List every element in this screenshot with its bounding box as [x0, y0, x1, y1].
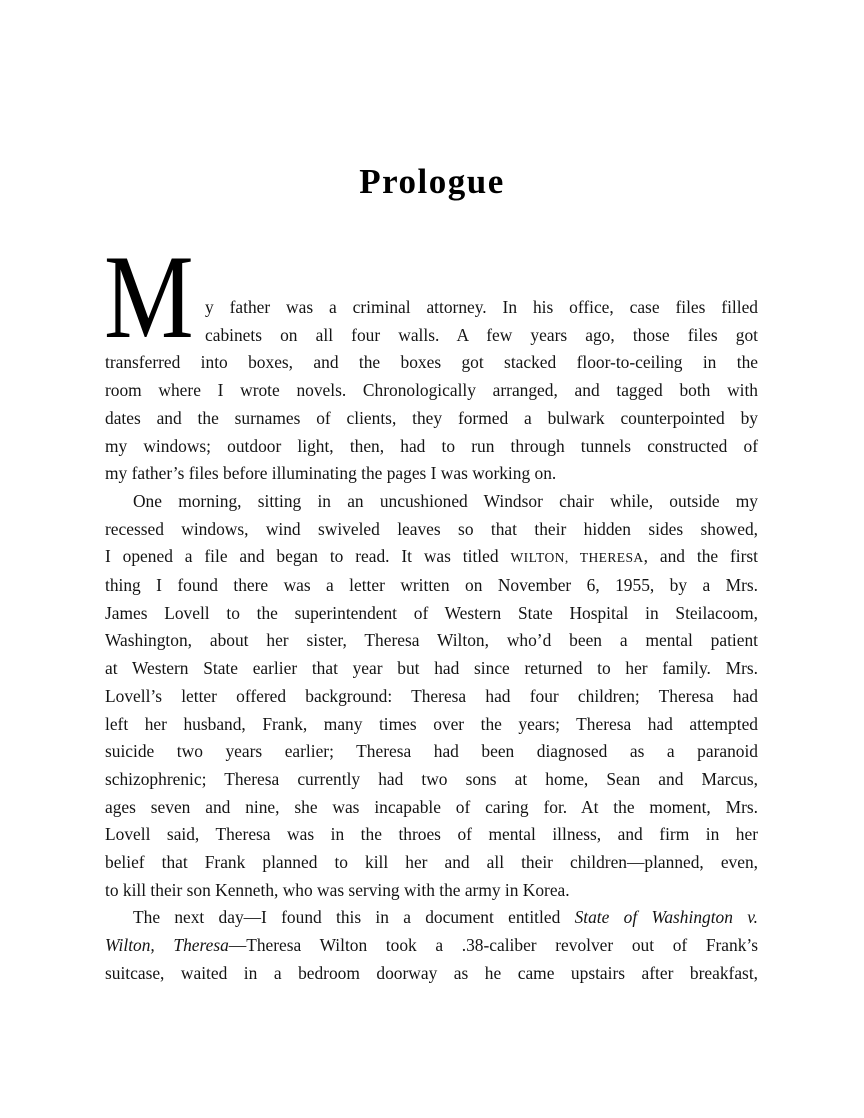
text-segment: my windows; outdoor light, then, had to run through tunnels constructed of	[105, 435, 758, 456]
text-segment: transferred into boxes, and the boxes got stacked floor-to-ceiling in the	[105, 352, 758, 373]
text-line	[105, 572, 758, 600]
text-line	[105, 349, 758, 377]
text-segment: my father’s files before illuminating the pages I was working on.	[105, 463, 557, 484]
text-segment: One morning, sitting in an uncushioned Windsor chair while, outside my	[133, 490, 758, 511]
text-segment: I opened a file and began to read. It was titled	[105, 546, 511, 567]
body-text	[105, 294, 758, 988]
text-segment: —Theresa Wilton took a .38-caliber revolver out of Frank’s	[228, 935, 758, 956]
text-line	[105, 766, 758, 794]
text-line	[105, 405, 758, 433]
paragraph	[105, 488, 758, 905]
drop-cap-letter: M	[104, 230, 194, 363]
text-segment: , and the first	[643, 546, 758, 567]
text-line	[105, 322, 758, 350]
text-line	[105, 294, 758, 322]
text-line	[105, 683, 758, 711]
text-line	[105, 960, 758, 988]
paragraph	[105, 904, 758, 987]
text-line	[105, 711, 758, 739]
text-line	[105, 794, 758, 822]
text-line	[105, 488, 758, 516]
text-segment: The next day—I found this in a document entitled	[133, 907, 575, 928]
text-line	[105, 600, 758, 628]
text-segment: recessed windows, wind swiveled leaves so that their hidden sides showed,	[105, 518, 758, 539]
text-segment: James Lovell to the superintendent of Western State Hospital in Steilacoom,	[105, 602, 758, 623]
text-segment: Washington, about her sister, Theresa Wilton, who’d been a mental patient	[105, 630, 758, 651]
text-line	[105, 460, 758, 488]
text-line	[105, 904, 758, 932]
text-segment: at Western State earlier that year but had since returned to her family. Mrs.	[105, 658, 758, 679]
text-segment: ages seven and nine, she was incapable of caring for. At the moment, Mrs.	[105, 796, 758, 817]
text-segment: thing I found there was a letter written on November 6, 1955, by a Mrs.	[105, 575, 758, 596]
text-segment: Lovell said, Theresa was in the throes of mental illness, and firm in her	[105, 824, 758, 845]
text-segment: suicide two years earlier; Theresa had been diagnosed as a paranoid	[105, 741, 758, 762]
text-segment: suitcase, waited in a bedroom doorway as he came upstairs after breakfast,	[105, 962, 758, 983]
text-segment: WILTON, THERESA	[510, 550, 644, 566]
chapter-title: Prologue	[359, 162, 505, 201]
text-segment: State of Washington v.	[574, 907, 758, 928]
text-segment: y father was a criminal attorney. In his office, case files filled	[205, 297, 758, 317]
text-segment: left her husband, Frank, many times over the years; Theresa had attempted	[105, 713, 758, 734]
text-line	[105, 433, 758, 461]
text-segment: room where I wrote novels. Chronologically arranged, and tagged both with	[105, 380, 758, 401]
text-line	[105, 543, 758, 572]
paragraph	[105, 294, 758, 488]
text-segment: belief that Frank planned to kill her and all their children—planned, even,	[105, 852, 758, 873]
text-line	[105, 849, 758, 877]
text-segment: dates and the surnames of clients, they formed a bulwark counterpointed by	[105, 407, 758, 428]
text-line	[105, 627, 758, 655]
text-line	[105, 877, 758, 905]
text-line	[105, 932, 758, 960]
text-line	[105, 377, 758, 405]
text-line	[105, 738, 758, 766]
text-line	[105, 516, 758, 544]
text-segment: Wilton, Theresa	[105, 935, 229, 956]
text-segment: cabinets on all four walls. A few years ago, those files got	[205, 324, 758, 345]
text-segment: schizophrenic; Theresa currently had two sons at home, Sean and Marcus,	[105, 768, 758, 789]
text-segment: Lovell’s letter offered background: Theresa had four children; Theresa had	[105, 685, 758, 706]
text-line	[105, 821, 758, 849]
text-segment: to kill their son Kenneth, who was serving with the army in Korea.	[105, 879, 570, 900]
text-line	[105, 655, 758, 683]
